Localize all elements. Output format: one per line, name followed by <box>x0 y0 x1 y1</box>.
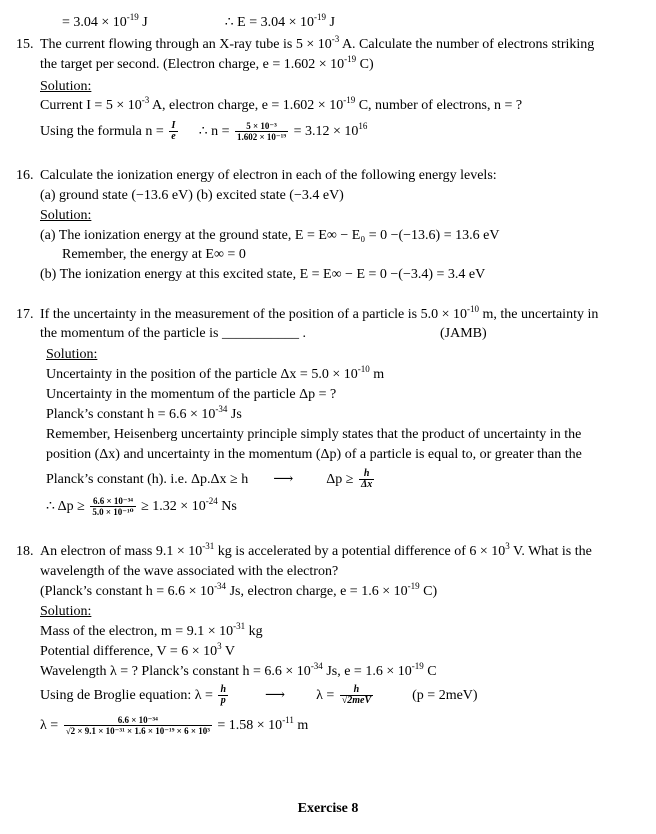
solution-line: Using the formula n = $\frac{I}{e}$ ∴ n = $\frac{\text{5 × 10⁻³}}{\text{1.602 × 10⁻¹⁹}}$ = $3.12 \times 10^{16}$ <box>40 120 368 143</box>
solution-line: Mass of the electron, $m = 9.1 \times 10^{-31}$ kg <box>40 621 263 639</box>
question-number: 17. <box>16 307 34 322</box>
top-line: = $3.04 \times 10^{-19}$ J ∴ $E = 3.04 \times 10^{-19}$ J <box>62 12 335 30</box>
fraction: $\frac{\text{6.6 × 10⁻³⁴}}{\text{5.0 × 10⁻¹⁰}}$ <box>92 496 134 518</box>
question-text: If the uncertainty in the measurement of the position of a particle is $5.0 \times 10^{-10}$ m, the uncertainty in <box>40 304 599 322</box>
fraction: $\frac{h}{\text{√2meV}}$ <box>341 684 372 707</box>
question-text: the target per second. (Electron charge, $e = 1.602 \times 10^{-19}$ C) <box>40 54 374 72</box>
question-text: (a) ground state (−13.6 eV) (b) excited state (−3.4 eV) <box>40 188 344 203</box>
question-number: 18. <box>16 544 34 559</box>
fraction: $\frac{\text{5 × 10⁻³}}{\text{1.602 × 10⁻¹⁹}}$ <box>237 121 287 143</box>
solution-line: (b) The ionization energy at this excited state, E = E∞ − E = 0 −(−3.4) = 3.4 eV <box>40 267 486 282</box>
solution-line: Potential difference, $V = 6 \times 10^3$ V <box>40 641 236 659</box>
solution-line: Remember, Heisenberg uncertainty principle simply states that the product of uncertainty in the <box>46 427 582 442</box>
solution-line: position (Δx) and uncertainty in the momentum (Δp) of a particle is equal to, or greater than the <box>46 447 582 462</box>
solution-heading: Solution: <box>40 79 92 94</box>
solution-line: Uncertainty in the momentum of the particle Δp = ? <box>46 387 337 402</box>
solution-line: λ = $\frac{\text{6.6 × 10⁻³⁴}}{\text{√2 × 9.1 × 10⁻³¹ × 1.6 × 10⁻¹⁹ × 6 × 10³}}$ = $1.58 \times 10^{-11}$ m <box>40 715 309 737</box>
fraction: $\frac{h}{p}$ <box>220 684 226 707</box>
solution-line: (a) The ionization energy at the ground state, E = E∞ − E₀ = 0 −(−13.6) = 13.6 eV <box>40 228 500 243</box>
question-number: 16. <box>16 168 34 183</box>
exam-source: (JAMB) <box>440 326 487 341</box>
question-text: (Planck’s constant $h = 6.6 \times 10^{-34}$ Js, electron charge, $e = 1.6 \times 10^{-19}$ C) <box>40 581 438 599</box>
question-text: Calculate the ionization energy of electron in each of the following energy levels: <box>40 168 497 183</box>
arrow-icon: ⟶ <box>273 472 294 487</box>
arrow-icon: ⟶ <box>265 688 286 703</box>
solution-heading: Solution: <box>40 208 92 223</box>
footer-title: Exercise 8 <box>297 801 359 816</box>
fraction: $\frac{\text{6.6 × 10⁻³⁴}}{\text{√2 × 9.1 × 10⁻³¹ × 1.6 × 10⁻¹⁹ × 6 × 10³}}$ <box>65 715 210 737</box>
solution-line: Remember, the energy at E∞ = 0 <box>62 247 246 262</box>
fraction: $\frac{I}{e}$ <box>171 120 176 143</box>
question-text: The current flowing through an X-ray tube is $5 \times 10^{-3}$ A. Calculate the number of electrons striking <box>40 34 595 52</box>
solution-line: Planck’s constant (h). i.e. Δp.Δx ≥ h ⟶ Δp ≥ $\frac{h}{\Delta x}$ <box>46 468 373 491</box>
solution-heading: Solution: <box>40 604 92 619</box>
question-text: wavelength of the wave associated with the electron? <box>40 564 339 579</box>
solution-line: Uncertainty in the position of the particle $\Delta x = 5.0 \times 10^{-10}$ m <box>46 364 385 382</box>
solution-line: Planck’s constant $h = 6.6 \times 10^{-34}$ Js <box>46 404 242 422</box>
question-number: 15. <box>16 37 34 52</box>
solution-line: Current $I = 5 \times 10^{-3}$ A, electron charge, $e = 1.602 \times 10^{-19}$ C, number of electrons, n = ? <box>40 95 523 113</box>
fraction: $\frac{h}{\Delta x}$ <box>360 468 373 491</box>
solution-line: Wavelength λ = ? Planck’s constant $h = 6.6 \times 10^{-34}$ Js, $e = 1.6 \times 10^{-19}$ C <box>40 661 437 679</box>
solution-line: ∴ Δp ≥ $\frac{\text{6.6 × 10⁻³⁴}}{\text{5.0 × 10⁻¹⁰}}$ ≥ $1.32 \times 10^{-24}$ Ns <box>46 496 237 518</box>
solution-heading: Solution: <box>46 347 98 362</box>
question-text: An electron of mass $9.1 \times 10^{-31}$ kg is accelerated by a potential difference of $6 \times 10^3$ V. What is the <box>40 541 592 559</box>
question-text: the momentum of the particle is ___________ . <box>40 326 306 341</box>
solution-line: Using de Broglie equation: λ = $\frac{h}{p}$ ⟶ λ = $\frac{h}{\text{√2meV}}$ (p = 2meV) <box>40 684 478 707</box>
